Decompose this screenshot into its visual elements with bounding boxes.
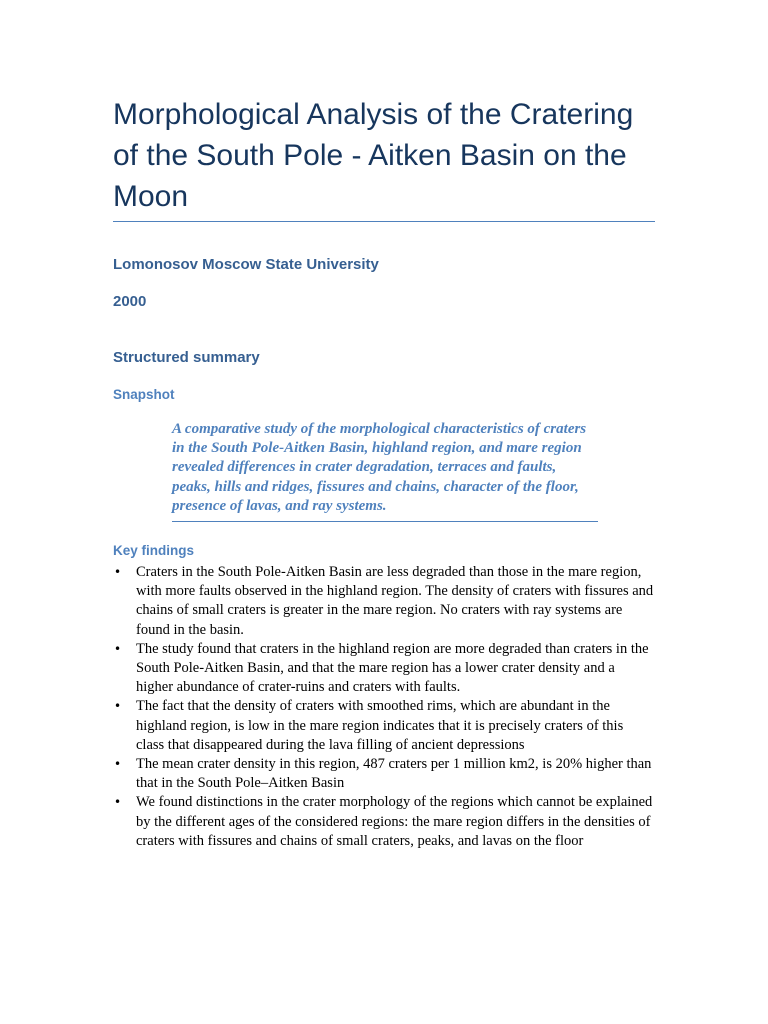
bullet-icon <box>114 755 121 774</box>
bullet-icon <box>114 793 121 812</box>
summary-body <box>113 420 655 851</box>
subheading-key-findings: Key findings <box>113 543 195 559</box>
key-findings-list <box>113 563 655 851</box>
list-item <box>113 697 655 755</box>
subheading-snapshot: Snapshot <box>113 387 175 402</box>
title-rule <box>113 221 655 222</box>
finding-text: Craters in the South Pole-Aitken Basin are less degraded than those in the mare region, with more faults observed in the highland region. The density of craters with fissures and chains of small craters is greater in the mare region. No craters with ray systems are found in the basin. <box>136 564 654 638</box>
snapshot-quote: A comparative study of the morphological characteristics of craters in the South Pole-Aitken Basin, highland region, and mare region revealed differences in crater degradation, terraces and faults, peaks, hills and ridges, fissures and chains, character of the floor, presence of lavas, and ray systems. <box>172 420 598 522</box>
list-item <box>113 793 655 851</box>
bullet-icon <box>114 697 121 716</box>
publication-year: 2000 <box>113 293 147 310</box>
section-heading-structured-summary: Structured summary <box>113 349 260 366</box>
list-item <box>113 563 655 640</box>
finding-text: The mean crater density in this region, 487 craters per 1 million km2, is 20% higher than that in the South Pole–Aitken Basin <box>136 756 652 792</box>
finding-text: We found distinctions in the crater morphology of the regions which cannot be explained by the different ages of the considered regions: the mare region differs in the densities of craters with fissures and chains of small craters, peaks, and lavas on the floor <box>136 794 653 849</box>
bullet-icon <box>114 563 121 582</box>
list-item <box>113 755 655 793</box>
finding-text: The study found that craters in the highland region are more degraded than craters in the South Pole-Aitken Basin, and that the mare region has a lower crater density and a higher abundance of crater-ruins and craters with faults. <box>136 640 649 696</box>
document-title: Morphological Analysis of the Cratering of the South Pole - Aitken Basin on the Moon <box>113 98 634 213</box>
affiliation: Lomonosov Moscow State University <box>113 256 379 273</box>
bullet-icon <box>114 640 121 659</box>
list-item <box>113 640 655 698</box>
finding-text: The fact that the density of craters with smoothed rims, which are abundant in the highland region, is low in the mare region indicates that it is precisely craters of this class that disappeared during the lava filling of ancient depressions <box>136 698 624 753</box>
